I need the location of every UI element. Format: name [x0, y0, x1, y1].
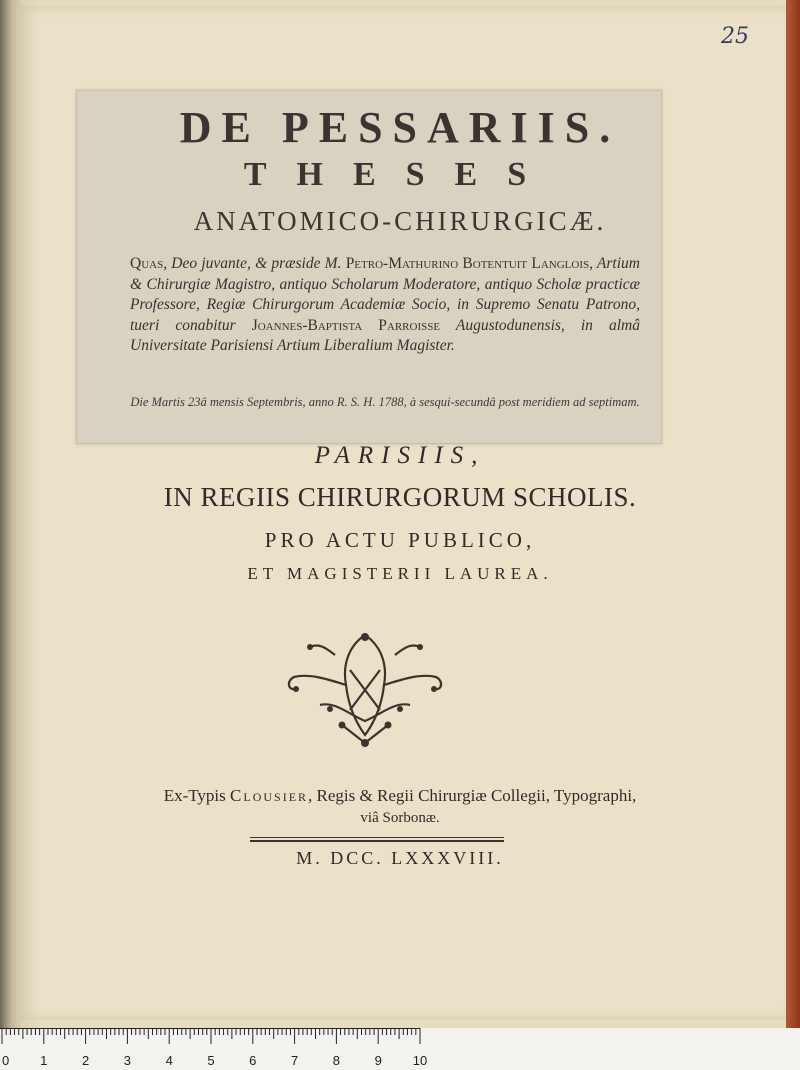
actu-publico-line: PRO ACTU PUBLICO, — [264, 528, 536, 552]
ruler-label: 5 — [207, 1053, 215, 1068]
defense-date: Die Martis 23â mensis Septembris, anno R. S. H. 1788, à sesqui-secundâ post meridiem ad septimam. — [130, 395, 640, 409]
paragraph-praeses: Petro-Mathurino Botentuit Langlois — [345, 255, 590, 272]
imprint-pre: Ex-Typis — [163, 786, 231, 805]
rococo-fleuron-icon — [280, 625, 450, 750]
ruler-label: 8 — [332, 1053, 341, 1068]
ruler-label: 4 — [165, 1053, 173, 1068]
paragraph-respondent: Joannes-Baptista Parroisse — [251, 316, 441, 334]
page-edge — [786, 0, 800, 1028]
ruler-ticks — [0, 1028, 800, 1070]
double-rule — [250, 837, 504, 843]
paragraph-part1: , Deo juvante, & præside M. — [163, 255, 346, 272]
ruler-label: 3 — [123, 1053, 132, 1068]
subtitle-theses: THESES — [243, 156, 557, 193]
ruler-label: 0 — [2, 1053, 10, 1068]
imprint-line — [0, 786, 800, 806]
scale-ruler — [0, 1028, 800, 1070]
ruler-label: 6 — [249, 1053, 257, 1068]
ruler-label: 7 — [290, 1053, 299, 1068]
thesis-paragraph — [130, 254, 640, 357]
place-parisiis: PARISIIS, — [314, 442, 486, 469]
imprint-post: , Regis & Regii Chirurgiæ Collegii, Typographi, — [308, 786, 637, 805]
ruler-label: 9 — [374, 1053, 382, 1068]
scholis-line: IN REGIIS CHIRURGORUM SCHOLIS. — [163, 482, 637, 512]
paragraph-part3: Augustodunensis, in almâ Universitate Parisiensi Artium Liberalium Magister. — [130, 316, 640, 354]
ruler-label: 1 — [40, 1053, 48, 1068]
paragraph-part2: , Artium & Chirurgiæ Magistro, antiquo Scholarum Moderatore, antiquo Scholæ practicæ Professore, Regiæ Chirurgorum Academiæ Socio, in Supremo Senatu Patrono, tueri conabitur — [130, 255, 640, 334]
imprint-street: viâ Sorbonæ. — [360, 810, 440, 826]
imprint-printer: Clousier — [230, 786, 309, 805]
publication-year: M. DCC. LXXXVIII. — [296, 848, 504, 868]
main-title: DE PESSARIIS. — [179, 103, 621, 152]
ruler-label: 2 — [81, 1053, 90, 1068]
folio-number: 25 — [721, 24, 749, 49]
laurea-line: ET MAGISTERII LAUREA. — [247, 564, 553, 583]
paragraph-quas: Quas — [130, 255, 164, 272]
subtitle-anatomico: ANATOMICO-CHIRURGICÆ. — [193, 206, 607, 236]
ruler-label: 10 — [412, 1053, 428, 1068]
